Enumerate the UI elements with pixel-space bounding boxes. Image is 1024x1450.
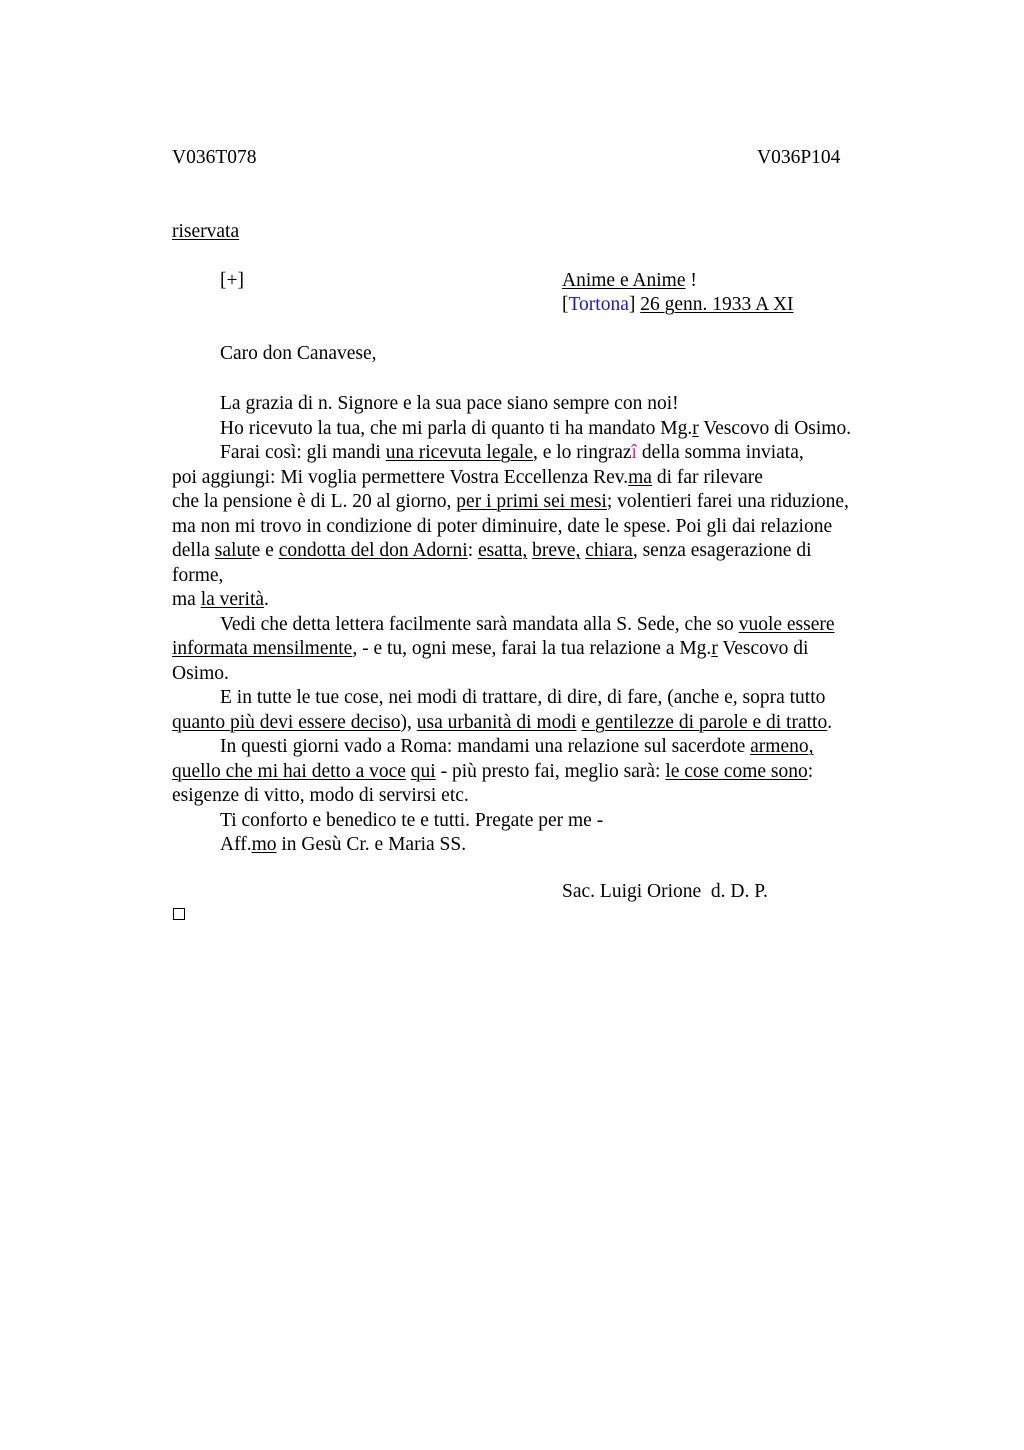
body-line: quello che mi hai detto a voce qui - più presto fai, meglio sarà: le cose come sono: bbox=[172, 760, 814, 782]
body-line: della salute e condotta del don Adorni: esatta, breve, chiara, senza esagerazione di bbox=[172, 540, 812, 561]
bracket-open: [ bbox=[562, 294, 569, 315]
body-line: Osimo. bbox=[172, 662, 229, 684]
body-line: informata mensilmente, - e tu, ogni mese, farai la tua relazione a Mg.r Vescovo di bbox=[172, 638, 809, 659]
checkbox-icon bbox=[173, 908, 185, 920]
motto-underlined: Anime e Anime bbox=[562, 270, 686, 291]
body-line: Vedi che detta lettera facilmente sarà mandata alla S. Sede, che so vuole essere bbox=[220, 613, 835, 635]
body-line: ma non mi trovo in condizione di poter diminuire, date le spese. Poi gli dai relazione bbox=[172, 515, 833, 537]
reserved-label: riservata bbox=[172, 221, 240, 242]
body-line: ma la verità. bbox=[172, 589, 269, 610]
bracket-close: ] bbox=[628, 294, 636, 315]
document-code-left: V036T078 bbox=[172, 147, 257, 168]
body-line: Aff.mo in Gesù Cr. e Maria SS. bbox=[220, 834, 467, 855]
body-line: E in tutte le tue cose, nei modi di trattare, di dire, di fare, (anche e, sopra tutto bbox=[220, 687, 826, 708]
body-line: esigenze di vitto, modo di servirsi etc. bbox=[172, 785, 469, 806]
letter-body bbox=[172, 392, 892, 858]
document-code-right: V036P104 bbox=[757, 147, 841, 168]
place-name: Tortona bbox=[568, 294, 629, 315]
body-line: quanto più devi essere deciso), usa urbanità di modi e gentilezze di parole e di tratto. bbox=[172, 711, 833, 733]
letter-date: 26 genn. 1933 A XI bbox=[640, 294, 794, 315]
body-line: Farai così: gli mandi una ricevuta legale, e lo ringrazî della somma inviata, bbox=[220, 442, 804, 463]
greeting: Caro don Canavese, bbox=[220, 343, 377, 364]
motto bbox=[562, 269, 697, 294]
body-line: forme, bbox=[172, 564, 224, 586]
cross-mark: [+] bbox=[220, 270, 244, 291]
body-line: Ti conforto e benedico te e tutti. Pregate per me - bbox=[220, 809, 604, 831]
body-line: Ho ricevuto la tua, che mi parla di quanto ti ha mandato Mg.r Vescovo di Osimo. bbox=[220, 417, 852, 439]
body-line: In questi giorni vado a Roma: mandami una relazione sul sacerdote armeno, bbox=[220, 736, 814, 757]
signature: Sac. Luigi Orione d. D. P. bbox=[562, 881, 768, 902]
body-line: che la pensione è di L. 20 al giorno, per i primi sei mesi; volentieri farei una riduzione, bbox=[172, 491, 849, 512]
body-line: La grazia di n. Signore e la sua pace siano sempre con noi! bbox=[220, 393, 679, 414]
motto-rest: ! bbox=[685, 270, 697, 291]
body-line: poi aggiungi: Mi voglia permettere Vostra Eccellenza Rev.ma di far rilevare bbox=[172, 466, 763, 488]
place-date bbox=[562, 293, 794, 318]
